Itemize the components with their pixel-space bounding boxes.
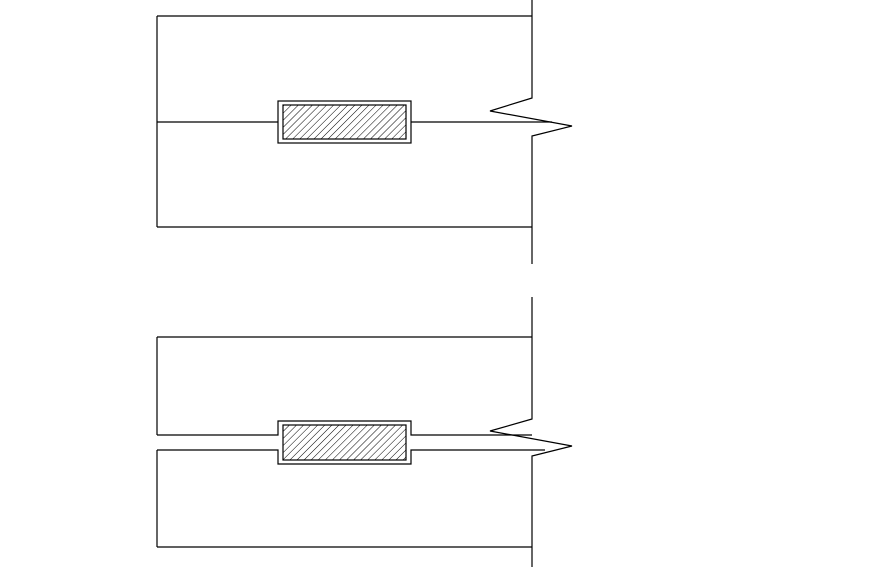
top-panel-hatched-insert [283, 105, 406, 139]
bottom-panel-hatched-insert [283, 425, 406, 460]
top-panel [157, 0, 572, 264]
bottom-panel [157, 297, 572, 567]
top-panel-break-line [490, 0, 572, 264]
